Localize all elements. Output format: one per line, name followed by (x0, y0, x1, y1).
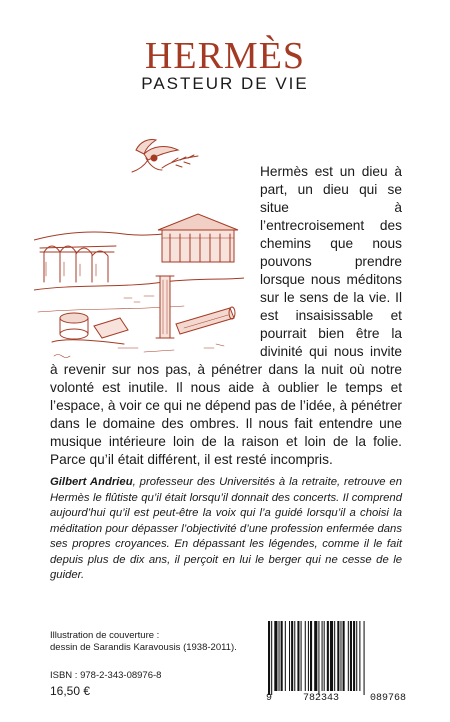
isbn: ISBN : 978-2-343-08976-8 (50, 670, 162, 681)
barcode-bar (340, 621, 341, 691)
illustration-credit (50, 630, 290, 654)
barcode-digits (266, 693, 406, 704)
barcode-bar (271, 621, 272, 695)
barcode-bar (301, 621, 302, 691)
barcode-bar (337, 621, 339, 691)
book-title: HERMÈS (144, 35, 306, 77)
blurb-text: Hermès est un dieu à part, un dieu qui se situe à l’entrecroisement des chemins que nous pouvons prendre lorsque nous méditons sur le sens de la vie. Il est insaisissable et pourrait bien être la divinité qui nous invite à revenir sur nos pas, à pénétrer dans la nuit où notre volonté est inutile. Il nous aide à oublier le temps et l’espace, à voir ce qui ne dépend pas de l’idée, à pénétrer dans le domaine des ombres. Il nous fait entendre une musique intérieure loin de la raison et loin de la folie. Parce qu’il était différent, il est resté incompris. (50, 164, 402, 467)
book-subtitle: PASTEUR DE VIE (141, 74, 309, 93)
barcode-digit-group: 089768 (369, 693, 406, 704)
barcode-bar (343, 621, 345, 691)
barcode-bar (364, 621, 365, 695)
barcode-bar (330, 621, 333, 691)
barcode-bar (297, 621, 299, 691)
barcode-bar (318, 621, 319, 695)
barcode-bar (305, 621, 306, 691)
credit-line-2: dessin de Sarandis Karavousis (1938-2011). (50, 642, 237, 653)
barcode-bar (324, 621, 325, 691)
barcode-digit-group: 9 (266, 693, 273, 704)
barcode-bar (289, 621, 290, 691)
barcode-bar (308, 621, 309, 691)
barcode-bar (291, 621, 293, 691)
barcode-bar (356, 621, 357, 691)
credit-line-1: Illustration de couverture : (50, 630, 160, 641)
barcode-bar (310, 621, 312, 691)
author-name: Gilbert Andrieu (50, 476, 133, 488)
author-bio (50, 475, 402, 584)
barcode-bar (353, 621, 355, 691)
illustration-wrap-space (50, 163, 260, 361)
barcode-bar (327, 621, 329, 691)
barcode-bar (279, 621, 280, 691)
back-cover-blurb (50, 163, 402, 469)
barcode-bar (281, 621, 283, 691)
barcode-bar (294, 621, 295, 691)
barcode-bar (314, 621, 317, 691)
barcode-bar (334, 621, 335, 691)
barcode-bar (359, 621, 360, 691)
barcode-bar (350, 621, 352, 691)
barcode-bar (322, 621, 323, 691)
barcode (266, 621, 406, 701)
barcode-digit-group: 782343 (302, 693, 339, 704)
barcode-bar (268, 621, 270, 695)
barcode-bar (348, 621, 349, 691)
barcode-bar (274, 621, 277, 691)
price: 16,50 € (50, 684, 91, 698)
author-bio-text: , professeur des Universités à la retraite, retrouve en Hermès le flûtiste qu’il était lorsqu’il donnait des concerts. Il comprend aujourd’hui qu’il est peut-être la voix qui l’a guidé lorsqu’il a choisi la méditation pour dépasser l’objectivité d’une profession enfermée dans ses propres croyances. En dépassant les légendes, comme il le fait depuis plus de dix ans, il perçoit en lui le berger qui ne cesse de le guider. (50, 476, 402, 581)
barcode-bar (285, 621, 286, 691)
